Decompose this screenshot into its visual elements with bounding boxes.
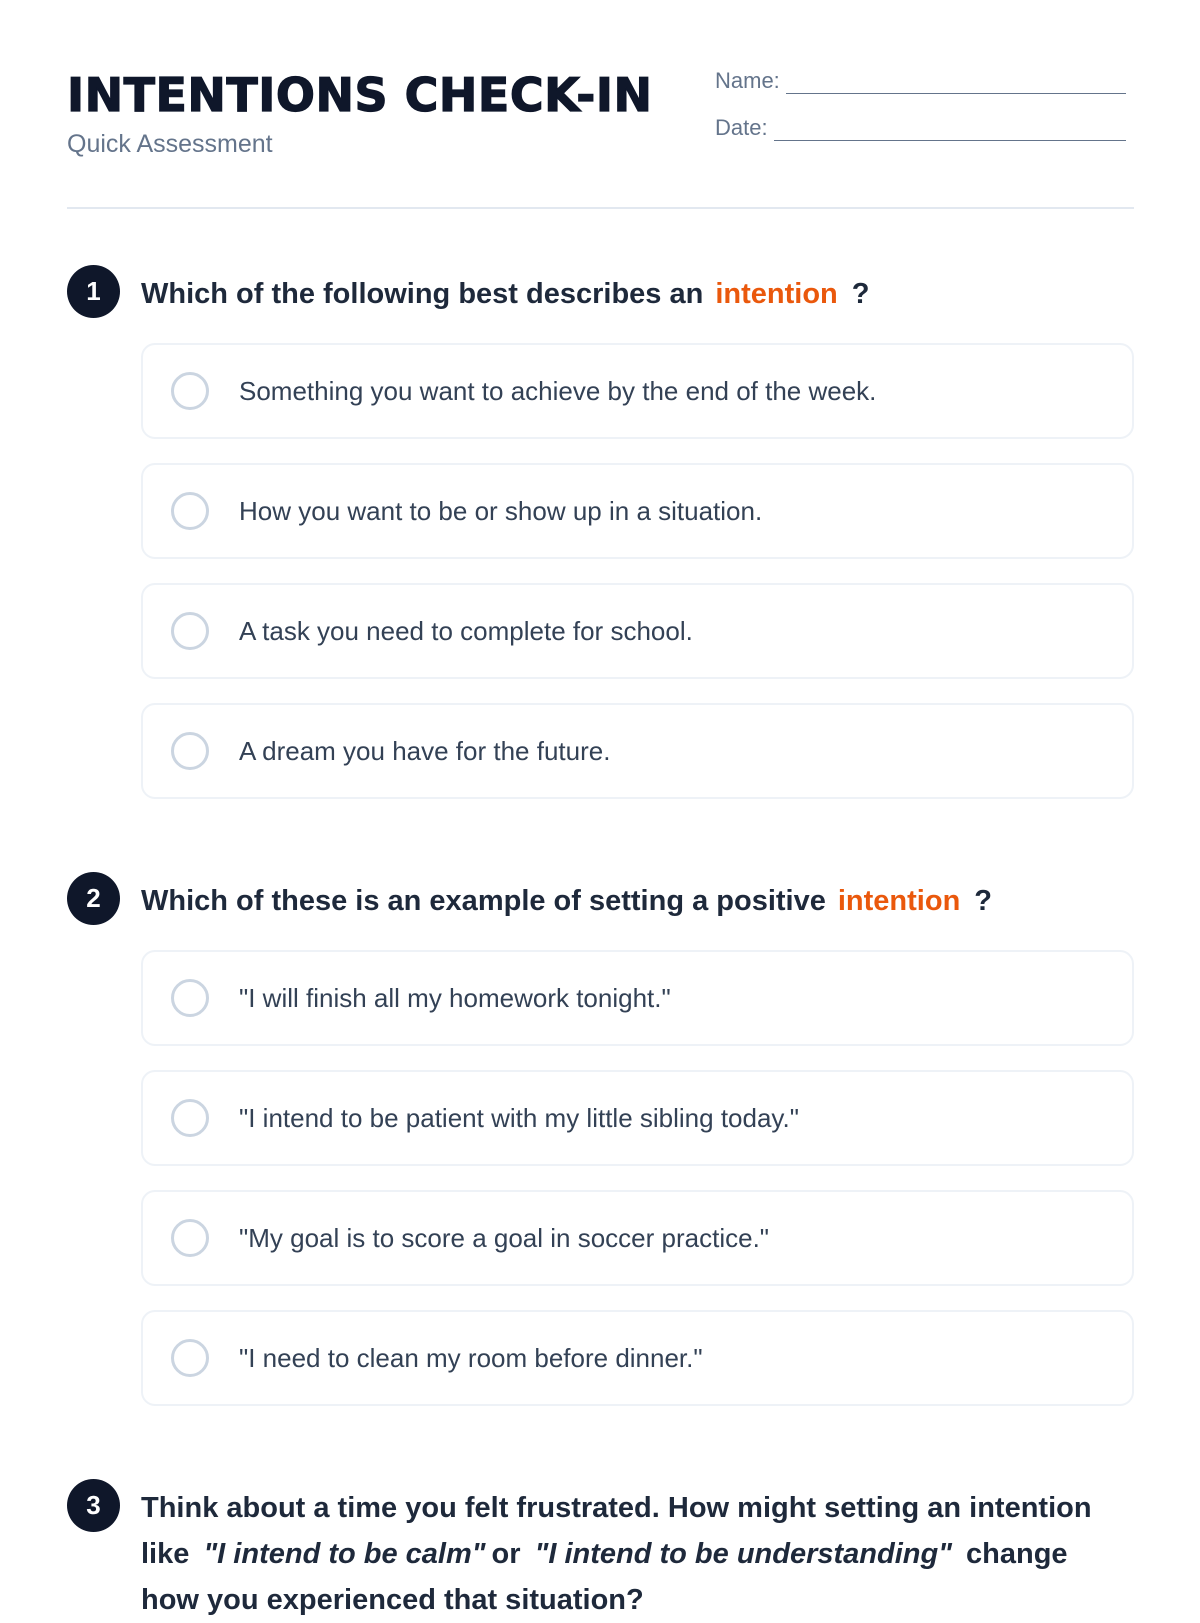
answer-options bbox=[141, 343, 1134, 823]
radio-button[interactable] bbox=[171, 1339, 209, 1377]
question-text bbox=[141, 271, 1131, 317]
answer-option[interactable] bbox=[141, 463, 1134, 559]
example-quote: "I intend to be understanding" bbox=[534, 1538, 952, 1570]
question-prompt: Which of these is an example of setting a positive bbox=[141, 885, 826, 917]
example-quote: "I intend to be calm" bbox=[203, 1538, 486, 1570]
radio-button[interactable] bbox=[171, 1099, 209, 1137]
option-label: A dream you have for the future. bbox=[239, 736, 611, 766]
header-divider bbox=[67, 207, 1134, 209]
name-blank-line[interactable] bbox=[786, 71, 1126, 94]
radio-button[interactable] bbox=[171, 979, 209, 1017]
option-label: "My goal is to score a goal in soccer practice." bbox=[239, 1223, 770, 1253]
name-label: Name: bbox=[715, 68, 780, 93]
option-label: "I will finish all my homework tonight." bbox=[239, 983, 671, 1013]
highlight-word: intention bbox=[837, 885, 961, 917]
date-label: Date: bbox=[715, 115, 768, 140]
question-prompt: Which of the following best describes an bbox=[141, 278, 704, 310]
answer-option[interactable] bbox=[141, 1190, 1134, 1286]
question-text bbox=[141, 878, 1131, 924]
page-title: INTENTIONS CHECK-IN bbox=[67, 68, 653, 122]
answer-options bbox=[141, 950, 1134, 1430]
option-label: "I intend to be patient with my little sibling today." bbox=[239, 1103, 799, 1133]
date-field[interactable] bbox=[715, 115, 1126, 141]
answer-option[interactable] bbox=[141, 1310, 1134, 1406]
option-label: How you want to be or show up in a situation. bbox=[239, 496, 763, 526]
radio-button[interactable] bbox=[171, 372, 209, 410]
question-prompt-end: change how you experienced that situation? bbox=[141, 1538, 1068, 1616]
option-label: A task you need to complete for school. bbox=[239, 616, 693, 646]
question-number-badge: 3 bbox=[67, 1479, 120, 1532]
option-label: "I need to clean my room before dinner." bbox=[239, 1343, 703, 1373]
date-blank-line[interactable] bbox=[774, 118, 1126, 141]
question-mark: ? bbox=[851, 278, 870, 310]
question-connector: or bbox=[491, 1538, 521, 1570]
highlight-word: intention bbox=[715, 278, 838, 310]
name-field[interactable] bbox=[715, 68, 1126, 94]
radio-button[interactable] bbox=[171, 612, 209, 650]
answer-option[interactable] bbox=[141, 343, 1134, 439]
answer-option[interactable] bbox=[141, 950, 1134, 1046]
answer-option[interactable] bbox=[141, 703, 1134, 799]
question-prompt: Think about a time you felt frustrated. How might setting an intention like bbox=[141, 1492, 1092, 1570]
radio-button[interactable] bbox=[171, 732, 209, 770]
worksheet-header bbox=[67, 60, 1134, 210]
question-number-badge: 1 bbox=[67, 265, 120, 318]
option-label: Something you want to achieve by the end of the week. bbox=[239, 376, 877, 406]
page-subtitle: Quick Assessment bbox=[67, 130, 273, 158]
radio-button[interactable] bbox=[171, 1219, 209, 1257]
answer-option[interactable] bbox=[141, 1070, 1134, 1166]
question-text bbox=[141, 1485, 1131, 1623]
question-number-badge: 2 bbox=[67, 872, 120, 925]
radio-button[interactable] bbox=[171, 492, 209, 530]
answer-option[interactable] bbox=[141, 583, 1134, 679]
question-mark: ? bbox=[974, 885, 993, 917]
